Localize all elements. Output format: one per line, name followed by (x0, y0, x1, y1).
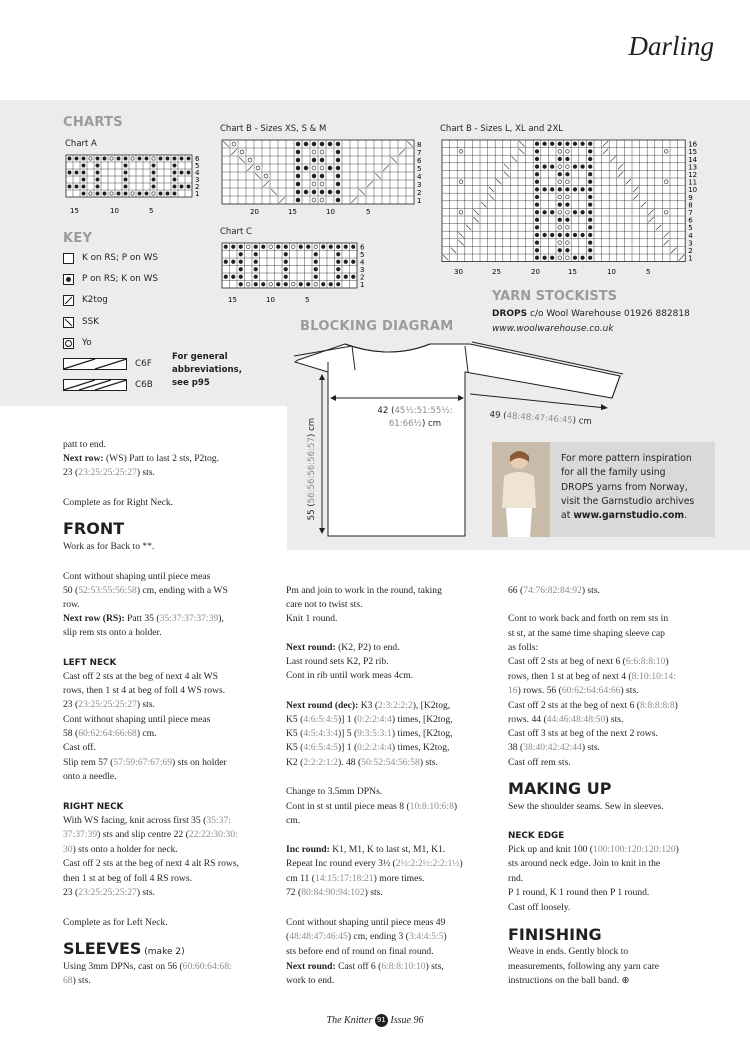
chart-b-small-label: Chart B - Sizes XS, S & M (220, 124, 327, 134)
key-item-c6f (63, 358, 152, 370)
chart-c-col-15: 15 (228, 296, 237, 304)
text-line: Inc round: K1, M1, K to last st, M1, K1. (286, 844, 446, 855)
text-line: Knit 1 round. (286, 613, 338, 624)
key-item-yo (63, 337, 92, 349)
text-line: Cast off 3 sts at beg of the next 2 rows. (508, 728, 658, 739)
chart-b-large-col-15: 15 (568, 268, 577, 276)
chart-b-large-col-30: 30 (454, 268, 463, 276)
chart-a-col-10: 10 (110, 207, 119, 215)
svg-text:8: 8 (688, 201, 693, 210)
text-line: Cont to work back and forth on rem sts in (508, 613, 669, 624)
key-item-label: P on RS; K on WS (82, 274, 158, 284)
svg-text:4: 4 (417, 173, 422, 181)
svg-text:4: 4 (688, 231, 693, 240)
text-line: 37:37:39) sts and slip centre 22 (22:22:30:30: (63, 829, 238, 840)
text-line: Cont without shaping until piece meas (63, 571, 211, 582)
svg-text:5: 5 (195, 162, 200, 170)
text-line: sts around neck edge. Join to knit in the (508, 858, 661, 869)
page-footer (0, 1014, 750, 1028)
yarn-stockist-line: DROPS c/o Wool Warehouse 01926 882818 (492, 309, 690, 319)
text-line: 16) rows. 56 (60:62:64:64:66) sts. (508, 685, 639, 696)
text-line: Cast off rem sts. (508, 757, 571, 768)
chart-a-label: Chart A (65, 139, 97, 149)
svg-text:1: 1 (688, 254, 693, 263)
k2tog-icon (63, 295, 74, 306)
svg-text:3: 3 (195, 176, 200, 184)
text-line: Next round: Cast off 6 (6:8:8:10:10) sts, (286, 961, 444, 972)
text-line: K5 (4:5:4:3:4)] 5 (9:3:5:3:1) times, [K2tog, (286, 728, 453, 739)
text-line: Slip rem 57 (57:59:67:67:69) sts on holder (63, 757, 227, 768)
key-item-purl (63, 273, 158, 285)
text-line: 58 (60:62:64:66:68) cm. (63, 728, 157, 739)
chart-a-grid (66, 155, 200, 198)
chart-b-small (220, 138, 420, 218)
c6b-icon (63, 379, 127, 391)
dot-square-icon (63, 274, 74, 285)
text-line: Complete as for Right Neck. (63, 497, 174, 508)
text-line: K5 (4:6:5:4:5)] 1 (0:2:2:4:4) times, K2tog, (286, 742, 450, 753)
text-line: cm. (286, 815, 301, 826)
text-line: care not to twist sts. (286, 599, 363, 610)
text-line: Cast off. (63, 742, 96, 753)
text-line: Cont in rib until work meas 4cm. (286, 670, 414, 681)
text-line: (48:48:47:46:45) cm, ending 3 (3:4:4:5:5) (286, 931, 447, 942)
svg-text:2: 2 (195, 183, 200, 191)
promo-box (492, 442, 715, 537)
chart-b-large-label: Chart B - Sizes L, XL and 2XL (440, 124, 564, 134)
chart-b-small-col-20: 20 (250, 208, 259, 216)
key-item-knit (63, 252, 158, 264)
svg-text:4: 4 (195, 169, 200, 177)
text-line: K5 (4:6:5:4:5)] 1 (0:2:2:4:4) times, [K2tog, (286, 714, 453, 725)
text-line: Next round: (K2, P2) to end. (286, 642, 400, 653)
right-neck-heading: RIGHT NECK (63, 802, 124, 812)
chest-measurement: 42 (45½:51:55½: 61:66½) cm (377, 406, 453, 429)
text-line: slip rem sts onto a holder. (63, 627, 162, 638)
text-line: 38 (38:40:42:42:44) sts. (508, 742, 600, 753)
text-line: Sew the shoulder seams. Sew in sleeves. (508, 801, 664, 812)
text-line: rnd. (508, 873, 524, 884)
text-line: Complete as for Left Neck. (63, 917, 168, 928)
chart-a (64, 153, 204, 215)
c6f-icon (63, 358, 127, 370)
text-line: 23 (23:25:25:25:27) sts. (63, 699, 155, 710)
text-line: Work as for Back to **. (63, 541, 155, 552)
svg-text:12: 12 (688, 171, 698, 179)
key-heading: KEY (63, 231, 93, 246)
text-line: rows, then 1 st 4 at beg of foll 4 WS rows. (63, 685, 226, 696)
chart-b-small-grid (222, 140, 422, 205)
chart-b-large-col-20: 20 (531, 268, 540, 276)
promo-text: For more pattern inspiration for all the family using DROPS yarns from Norway, visit the Garnstudio archives at www.garnstudio.com. (561, 453, 695, 522)
text-line: sts before end of round on final round. (286, 946, 434, 957)
svg-text:3: 3 (688, 239, 693, 248)
sleeve-arrow (470, 394, 606, 408)
key-item-label: K on RS; P on WS (82, 253, 158, 263)
text-line: measurements, following any yarn care (508, 961, 660, 972)
svg-text:6: 6 (688, 216, 693, 225)
chart-a-col-15: 15 (70, 207, 79, 215)
svg-text:11: 11 (688, 178, 698, 187)
svg-text:6: 6 (360, 243, 365, 252)
svg-text:5: 5 (360, 251, 365, 259)
chart-c-col-5: 5 (305, 296, 310, 304)
svg-text:7: 7 (417, 149, 422, 157)
text-line: as folls: (508, 642, 539, 653)
svg-text:15: 15 (688, 148, 698, 157)
svg-text:1: 1 (195, 190, 200, 198)
text-line: Repeat Inc round every 3½ (2½:2:2½:2:2:1½) (286, 858, 463, 869)
svg-text:2: 2 (360, 273, 365, 282)
yo-icon (63, 338, 74, 349)
sleeves-heading: SLEEVES (make 2) (63, 939, 185, 958)
svg-text:14: 14 (688, 155, 698, 164)
chart-b-large-col-5: 5 (646, 268, 651, 276)
chart-c (220, 241, 365, 305)
key-item-label: C6F (135, 359, 152, 369)
text-line: 66 (74:76:82:84:92) sts. (508, 585, 600, 596)
svg-text:4: 4 (360, 258, 365, 267)
text-line: Pm and join to work in the round, taking (286, 585, 442, 596)
yarn-stockist-url[interactable]: www.woolwarehouse.co.uk (492, 324, 614, 334)
text-line: 23 (23:25:25:25:27) sts. (63, 467, 155, 478)
svg-text:1: 1 (360, 281, 365, 289)
svg-text:13: 13 (688, 163, 698, 172)
text-line: Pick up and knit 100 (100:100:120:120:120) (508, 844, 679, 855)
key-item-label: K2tog (82, 295, 108, 305)
svg-text:3: 3 (360, 266, 365, 274)
text-line: 68) sts. (63, 975, 91, 986)
svg-text:3: 3 (417, 181, 422, 189)
front-heading: FRONT (63, 519, 125, 538)
text-line: Next row: (WS) Patt to last 2 sts, P2tog. (63, 453, 219, 464)
svg-text:5: 5 (688, 224, 693, 233)
chart-b-large-col-25: 25 (492, 268, 501, 276)
text-line: Cast off loosely. (508, 902, 571, 913)
svg-text:7: 7 (688, 209, 693, 217)
text-line: row. (63, 599, 80, 610)
issue-number: Issue 96 (390, 1015, 424, 1026)
left-neck-heading: LEFT NECK (63, 658, 117, 668)
chart-b-large (440, 138, 700, 278)
text-line: Cast off 2 sts at the beg of next 4 alt WS (63, 671, 218, 682)
key-item-label: Yo (82, 338, 92, 348)
charts-heading: CHARTS (63, 115, 123, 130)
blocking-diagram-heading: BLOCKING DIAGRAM (300, 319, 454, 334)
chart-b-small-col-15: 15 (288, 208, 297, 216)
text-line: Cont without shaping until piece meas 49 (286, 917, 446, 928)
text-line: rows, then 1 st at beg of next 4 (8:10:10:14: (508, 671, 676, 682)
text-line: 30) sts onto a holder for neck. (63, 844, 178, 855)
text-line: 23 (23:25:25:25:27) sts. (63, 887, 155, 898)
yarn-stockists-heading: YARN STOCKISTS (492, 289, 617, 304)
text-line: rows. 44 (44:46:48:48:50) sts. (508, 714, 624, 725)
ssk-icon (63, 317, 74, 328)
sleeve-measurement: 49 (48:48:47:46:45) cm (489, 409, 593, 428)
text-line: Cont in st st until piece meas 8 (10:8:10:6:8) (286, 801, 458, 812)
text-line: Cont without shaping until piece meas (63, 714, 211, 725)
text-line: Weave in ends. Gently block to (508, 946, 629, 957)
chart-b-large-grid (442, 140, 698, 263)
text-line: onto a needle. (63, 771, 117, 782)
text-line: instructions on the ball band. ⊕ (508, 975, 630, 986)
text-line: Next row (RS): Patt 35 (35:37:37:37:39), (63, 613, 224, 624)
text-line: Last round sets K2, P2 rib. (286, 656, 389, 667)
chart-a-col-5: 5 (149, 207, 154, 215)
page-title: Darling (628, 31, 714, 61)
text-line: P 1 round, K 1 round then P 1 round. (508, 887, 650, 898)
text-line: Cast off 2 sts at the beg of next 4 alt RS rows, (63, 858, 239, 869)
text-line: patt to end. (63, 439, 106, 450)
length-measurement: 55 (56:56:56:56:57) cm (306, 417, 317, 521)
key-item-label: C6B (135, 380, 153, 390)
svg-text:6: 6 (195, 155, 200, 163)
text-line: Cast off 2 sts at the beg of next 6 (8:8:8:8:8) (508, 700, 678, 711)
text-line: then 1 st at beg of foll 4 RS rows. (63, 873, 192, 884)
page-number: 91 (375, 1014, 388, 1027)
magazine-name: The Knitter (326, 1015, 373, 1026)
key-item-c6b (63, 379, 153, 391)
chart-c-grid (222, 243, 365, 289)
text-line: Next round (dec): K3 (2:3:2:2:2), [K2tog, (286, 700, 451, 711)
chart-b-small-col-10: 10 (326, 208, 335, 216)
model-photo (492, 442, 550, 537)
svg-text:16: 16 (688, 140, 698, 149)
svg-text:6: 6 (417, 157, 422, 165)
text-line: cm 11 (14:15:17:18:21) more times. (286, 873, 425, 884)
chart-c-col-10: 10 (266, 296, 275, 304)
garnstudio-link[interactable]: www.garnstudio.com (573, 510, 685, 522)
text-line: K2 (2:2:2:1:2). 48 (50:52:54:56:58) sts. (286, 757, 438, 768)
svg-text:8: 8 (417, 141, 422, 149)
svg-text:9: 9 (688, 193, 693, 202)
blank-square-icon (63, 253, 74, 264)
svg-text:10: 10 (688, 186, 698, 195)
svg-text:2: 2 (417, 189, 422, 197)
making-up-heading: MAKING UP (508, 779, 612, 798)
neck-edge-heading: NECK EDGE (508, 831, 565, 841)
text-line: work to end. (286, 975, 335, 986)
chart-b-large-col-10: 10 (607, 268, 616, 276)
key-item-ssk (63, 316, 99, 328)
svg-text:1: 1 (417, 197, 422, 205)
general-abbreviations-note: For general abbreviations, see p95 (172, 352, 242, 388)
text-line: Using 3mm DPNs, cast on 56 (60:60:64:68: (63, 961, 232, 972)
text-line: Cast off 2 sts at beg of next 6 (6:6:8:8:10) (508, 656, 669, 667)
key-item-k2tog (63, 294, 108, 306)
finishing-heading: FINISHING (508, 925, 602, 944)
text-line: With WS facing, knit across first 35 (35:37: (63, 815, 231, 826)
text-line: 50 (52:53:55:56:58) cm, ending with a WS (63, 585, 228, 596)
text-line: 72 (80:84:90:94:102) sts. (286, 887, 383, 898)
key-item-label: SSK (82, 317, 99, 327)
chart-b-small-col-5: 5 (366, 208, 371, 216)
svg-text:2: 2 (688, 247, 693, 255)
chart-c-label: Chart C (220, 227, 252, 237)
text-line: st st, at the same time shaping sleeve cap (508, 628, 665, 639)
svg-text:5: 5 (417, 165, 422, 173)
text-line: Change to 3.5mm DPNs. (286, 786, 383, 797)
